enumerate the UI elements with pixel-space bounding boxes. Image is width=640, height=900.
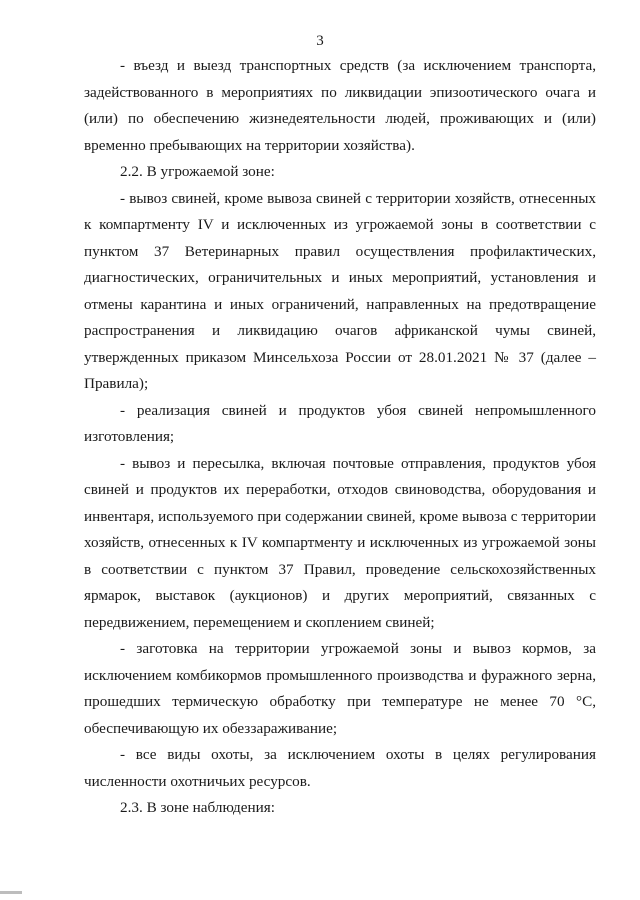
page-number: 3 <box>316 33 324 49</box>
section-heading-observation-zone: 2.3. В зоне наблюдения: <box>120 799 275 816</box>
paragraph-vehicle-entry: - въезд и выезд транспортных средств (за исключением транспорта, задействованного в мероприятиях по ликвидации эпизоотического очага и (или) по обеспечению жизнедеятельности людей, проживающих и (или) временно пребывающих на территории хозяйства). <box>84 57 596 154</box>
paragraph-products-shipping: - вывоз и пересылка, включая почтовые отправления, продуктов убоя свиней и продуктов их переработки, отходов свиноводства, оборудования и инвентаря, используемого при содержании свиней, кроме вывоза с территории хозяйств, отнесенных к IV компартменту и исключенных из угрожаемой зоны в соответствии с пунктом 37 Правил, проведение сельскохозяйственных ярмарок, выставок (аукционов) и других мероприятий, связанных с передвижением, перемещением и скоплением свиней; <box>84 454 596 631</box>
scan-edge-mark <box>0 891 22 894</box>
document-body <box>84 53 596 822</box>
paragraph-pig-export: - вывоз свиней, кроме вывоза свиней с территории хозяйств, отнесенных к компартменту IV и исключенных из угрожаемой зоны в соответствии с пунктом 37 Ветеринарных правил осуществления профилактических, диагностических, ограничительных и иных мероприятий, установления и отмены карантина и иных ограничений, направленных на предотвращение распространения и ликвидацию очагов африканской чумы свиней, утвержденных приказом Минсельхоза России от 28.01.2021 № 37 (далее – Правила); <box>84 189 596 392</box>
paragraph-hunting: - все виды охоты, за исключением охоты в целях регулирования численности охотничьих ресурсов. <box>84 746 596 790</box>
section-heading-threatened-zone: 2.2. В угрожаемой зоне: <box>120 163 275 180</box>
paragraph-pig-sales: - реализация свиней и продуктов убоя свиней непромышленного изготовления; <box>84 401 596 445</box>
paragraph-feed-procurement: - заготовка на территории угрожаемой зоны и вывоз кормов, за исключением комбикормов промышленного производства и фуражного зерна, прошедших термическую обработку при температуре не менее 70 °С, обеспечивающую их обеззараживание; <box>84 640 596 737</box>
